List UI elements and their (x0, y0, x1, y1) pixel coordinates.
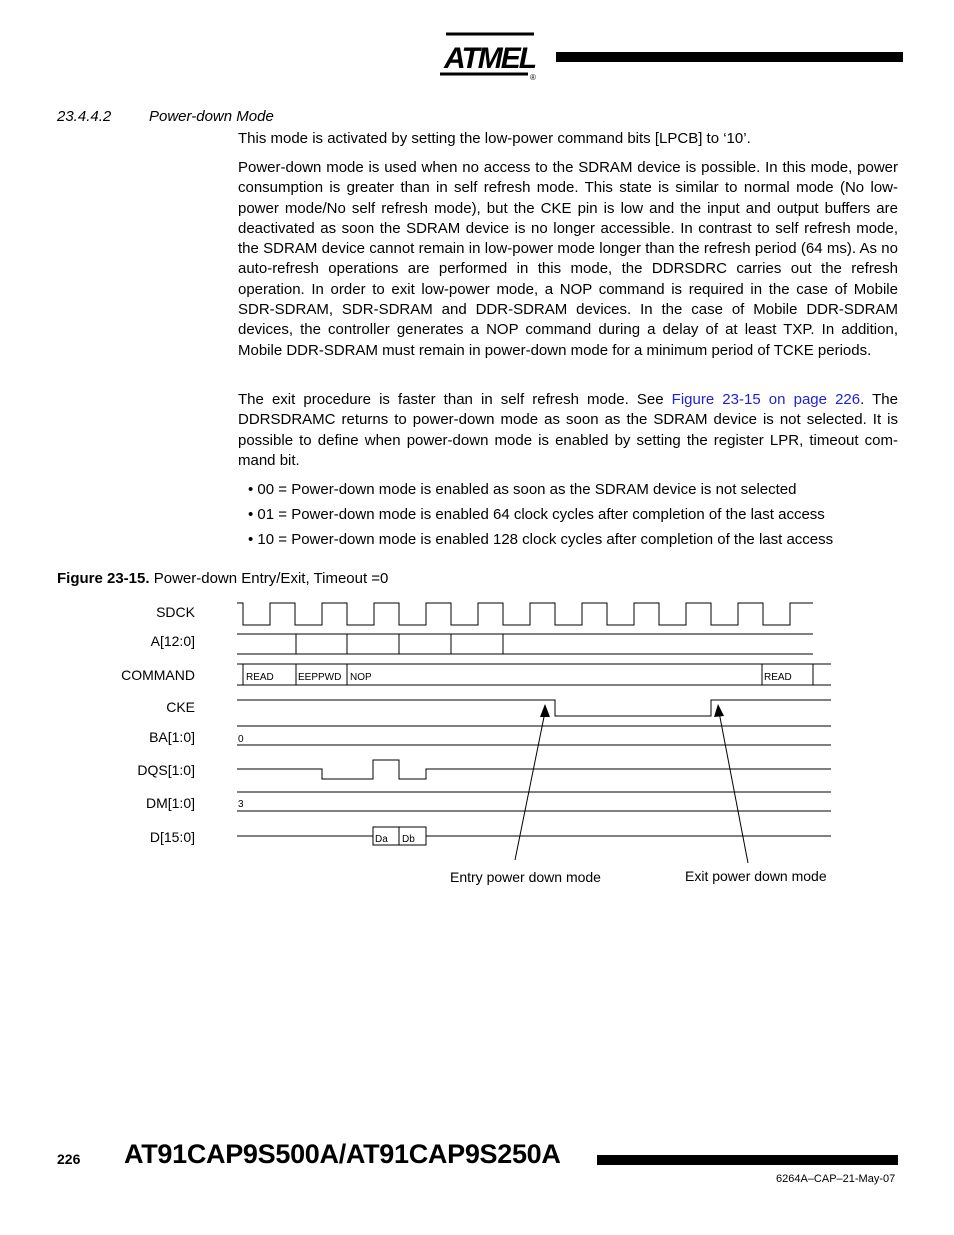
figure-label: Figure 23-15. (57, 570, 150, 587)
signal-label-data: D[15:0] (149, 829, 195, 845)
signal-label-address: A[12:0] (150, 633, 195, 649)
document-reference: 6264A–CAP–21-May-07 (776, 1173, 896, 1185)
signal-label-cke: CKE (166, 699, 195, 715)
entry-annotation: Entry power down mode (450, 869, 601, 885)
ba-value: 0 (238, 734, 244, 745)
data-value: Db (402, 834, 415, 845)
dqs-waveform (237, 760, 831, 779)
page-number: 226 (57, 1151, 81, 1167)
registered-mark: ® (530, 73, 536, 82)
command-value: EEPPWD (298, 672, 342, 683)
address-bus (237, 634, 813, 654)
data-value: Da (375, 834, 388, 845)
command-value: READ (764, 672, 792, 683)
signal-label-dm: DM[1:0] (145, 795, 195, 811)
logo-text: ATMEL (444, 42, 536, 75)
atmel-logo (438, 30, 540, 82)
document-title: AT91CAP9S500A/AT91CAP9S250A (124, 1139, 561, 1169)
section-title: Power-down Mode (149, 108, 274, 125)
para2-text-before: The exit procedure is faster than in self refresh mode. See (238, 391, 672, 408)
command-value: NOP (350, 672, 372, 683)
sdck-waveform (237, 603, 813, 625)
header-rule (556, 52, 903, 62)
bullet-item: • 10 = Power-down mode is enabled 128 clock cycles after completion of the last access (248, 531, 834, 548)
entry-arrow (515, 704, 550, 860)
dm-value: 3 (238, 799, 244, 810)
figure-link[interactable]: Figure 23-15 on page 226 (671, 391, 861, 408)
signal-label-sdck: SDCK (156, 604, 195, 620)
signal-label-dqs: DQS[1:0] (137, 762, 195, 778)
exit-procedure-paragraph (238, 390, 898, 471)
command-value: READ (246, 672, 274, 683)
section-heading (57, 108, 274, 125)
section-number: 23.4.4.2 (57, 108, 112, 125)
figure-caption (57, 570, 388, 587)
signal-label-ba: BA[1:0] (149, 729, 195, 745)
power-down-description: Power-down mode is used when no access to the SDRAM device is possible. In this mode, power consumption is greater than in self refresh mode. This state is similar to normal mode (No low-power mode/No self refresh mode), but the CKE pin is low and the input and output buffers are deactivated as soon the SDRAM device is no longer accessible. In contrast to self refresh mode, the SDRAM device cannot remain in low-power mode longer than the refresh period (64 ms). As no auto-refresh operations are performed in this mode, the DDRSDRC carries out the refresh operation. In order to exit low-power mode, a NOP command is required in the case of Mobile SDR-SDRAM, SDR-SDRAM and DDR-SDRAM devices. In the case of Mobile DDR-SDRAM devices, the controller generates a NOP command during a delay of at least TXP. In addition, Mobile DDR-SDRAM must remain in power-down mode for a minimum period of TCKE periods. (238, 159, 898, 359)
timing-diagram (0, 590, 954, 900)
exit-annotation: Exit power down mode (685, 868, 827, 884)
signal-label-command: COMMAND (121, 667, 195, 683)
cke-waveform (237, 700, 831, 716)
exit-arrow (714, 704, 748, 863)
para2-text-after: . The DDRSDRAMC returns to power-down mode as soon as the SDRAM device is not selected. It is possible to define when power-down mode is enabled by setting the register LPR, timeout com-mand bit. (238, 391, 898, 469)
figure-title: Power-down Entry/Exit, Timeout =0 (153, 570, 389, 587)
bullet-item: • 00 = Power-down mode is enabled as soon as the SDRAM device is not selected (248, 481, 797, 498)
intro-paragraph: This mode is activated by setting the low-power command bits [LPCB] to ‘10’. (238, 130, 751, 147)
footer-rule (597, 1155, 898, 1165)
bullet-item: • 01 = Power-down mode is enabled 64 clock cycles after completion of the last access (248, 506, 825, 523)
